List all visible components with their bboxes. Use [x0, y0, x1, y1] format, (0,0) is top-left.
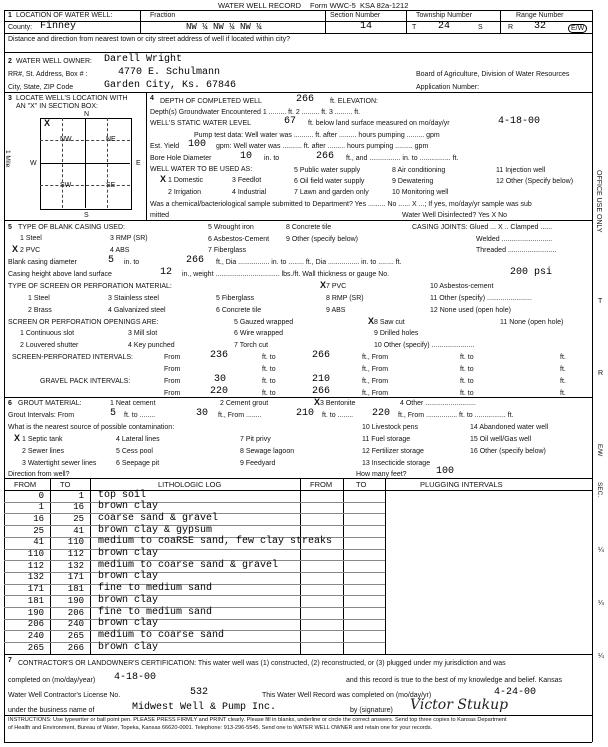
- use-public[interactable]: 5 Public water supply: [294, 167, 361, 174]
- bore-label: Bore Hole Diameter: [150, 155, 212, 162]
- gp-to-4: ft. to: [460, 390, 474, 397]
- gp-from-2: ft., From: [362, 378, 389, 385]
- range-r: R: [508, 24, 514, 31]
- log-row-to[interactable]: 16: [73, 502, 84, 513]
- open-torch[interactable]: 7 Torch cut: [234, 342, 269, 349]
- screen-stainless[interactable]: 3 Stainless steel: [108, 295, 159, 302]
- quadrant-ne: NE: [106, 136, 116, 143]
- contam-lateral[interactable]: 4 Lateral lines: [116, 436, 160, 443]
- log-row-to[interactable]: 190: [67, 595, 84, 606]
- license-label: Water Well Contractor's License No.: [8, 692, 121, 699]
- grout-from-3: ft., From ................ ft. to ................ ft.: [398, 412, 514, 419]
- section-1-number: 1: [8, 12, 12, 19]
- blank-diameter-label: Blank casing diameter: [8, 259, 77, 266]
- log-row-from[interactable]: 132: [27, 572, 44, 583]
- spi-to-1: ft. to: [262, 354, 276, 361]
- business-label: under the business name of: [8, 707, 95, 714]
- casing-steel[interactable]: 1 Steel: [20, 235, 42, 242]
- casing-pvc-x: X: [12, 244, 19, 254]
- range-value[interactable]: 32: [534, 21, 547, 32]
- casing-threaded: Threaded .........................: [476, 247, 557, 254]
- elevation-label: ft. ELEVATION:: [330, 98, 378, 105]
- contam-abandoned[interactable]: 14 Abandoned water well: [470, 424, 549, 431]
- log-row-to[interactable]: 206: [67, 607, 84, 618]
- log-row-to[interactable]: 240: [67, 619, 84, 630]
- section-3-number: 3: [8, 95, 12, 102]
- open-other[interactable]: 10 Other (specify) ......................: [374, 342, 475, 349]
- instructions-line-1: INSTRUCTIONS: Use typewriter or ball point pen. PLEASE PRESS FIRMLY and PRINT clearly. Please fill in blanks, underline or circle the correct answers. Send top three copies to Kansas Department: [8, 717, 507, 723]
- use-oilfield[interactable]: 6 Oil field water supply: [294, 178, 365, 185]
- bore-rest: ft., and ................ in. to ................ ft.: [346, 155, 459, 162]
- contam-oilwell[interactable]: 15 Oil well/Gas well: [470, 436, 532, 443]
- chem-sample: Was a chemical/bacteriological sample submitted to Department? Yes ......... No ...... X ...; If yes, mo/day/yr sample was sub: [150, 201, 532, 208]
- log-to2-header: TO: [356, 480, 367, 489]
- city-label: City, State, ZIP Code: [8, 84, 74, 91]
- quadrant-nw: NW: [60, 136, 72, 143]
- casing-wrought[interactable]: 5 Wrought iron: [208, 224, 254, 231]
- log-row-from[interactable]: 265: [27, 642, 44, 653]
- gp-to-3: ft. to: [262, 390, 276, 397]
- use-label: WELL WATER TO BE USED AS:: [150, 166, 253, 173]
- groundwater-label: Depth(s) Groundwater Encountered 1 ......... ft. 2 ......... ft. 3 ......... ft.: [150, 109, 361, 116]
- log-row-description[interactable]: brown clay: [98, 571, 159, 583]
- owner-name[interactable]: Darell Wright: [104, 54, 183, 65]
- compass-e: E: [136, 160, 141, 167]
- use-monitoring[interactable]: 10 Monitoring well: [392, 189, 449, 196]
- gravel-label: GRAVEL PACK INTERVALS:: [40, 378, 131, 385]
- contam-cess[interactable]: 5 Cess pool: [116, 448, 153, 455]
- log-row-to[interactable]: 25: [73, 513, 84, 524]
- section-5-number: 5: [8, 224, 12, 231]
- static-label: WELL'S STATIC WATER LEVEL: [150, 120, 252, 127]
- log-row-description[interactable]: brown clay: [98, 641, 159, 653]
- record-completed-label: This Water Well Record was completed on (mo/day/yr): [262, 692, 432, 699]
- log-row-to[interactable]: 265: [67, 630, 84, 641]
- static-text: ft. below land surface measured on mo/day/yr: [308, 120, 450, 127]
- gp2-to[interactable]: 266: [312, 386, 331, 397]
- screen-fiberglass[interactable]: 5 Fiberglass: [216, 295, 255, 302]
- address-label: RR#, St. Address, Box # :: [8, 71, 88, 78]
- log-to-header: TO: [60, 480, 71, 489]
- contam-livestock[interactable]: 10 Livestock pens: [362, 424, 419, 431]
- log-row-description[interactable]: fine to medium sand: [98, 583, 213, 595]
- frame-right: [592, 10, 593, 742]
- compass-s: S: [84, 212, 89, 219]
- bore-diameter[interactable]: 10: [240, 151, 253, 162]
- log-row-to[interactable]: 171: [67, 572, 84, 583]
- spi-end-2: ft.: [560, 366, 566, 373]
- office-quarter-1: ¼: [598, 547, 604, 554]
- gp-to-1: ft. to: [262, 378, 276, 385]
- frame-top: [4, 10, 592, 11]
- office-t: T: [598, 298, 603, 305]
- above-label: Casing height above land surface: [8, 271, 112, 278]
- direction-label: Direction from well?: [8, 471, 70, 478]
- casing-welded: Welded ..........................: [476, 236, 553, 243]
- form-title: WATER WELL RECORD: [218, 1, 302, 10]
- use-air[interactable]: 8 Air conditioning: [392, 167, 446, 174]
- compass-w: W: [30, 160, 37, 167]
- yield-value[interactable]: 100: [188, 139, 207, 150]
- log-row-to[interactable]: 112: [67, 549, 84, 559]
- casing-fiberglass[interactable]: 7 Fiberglass: [208, 247, 247, 254]
- signature[interactable]: Victor Stukup: [410, 697, 509, 713]
- section-7-number: 7: [8, 657, 12, 664]
- open-continuous[interactable]: 1 Continuous slot: [20, 330, 75, 337]
- casing-asbestos[interactable]: 6 Asbestos-Cement: [208, 236, 270, 243]
- screen-concrete[interactable]: 6 Concrete tile: [216, 307, 262, 314]
- form-number: Form WWC-5: [310, 1, 356, 10]
- spi-to-2: ft. to: [460, 354, 474, 361]
- contam-feedyard[interactable]: 9 Feedyard: [240, 460, 276, 467]
- screen-steel[interactable]: 1 Steel: [28, 295, 50, 302]
- above-rest: in., weight ................................. lbs./ft. Wall thickness or gauge No.: [182, 271, 390, 278]
- contam-septic[interactable]: 1 Septic tank: [22, 436, 63, 443]
- open-wire[interactable]: 6 Wire wrapped: [234, 330, 284, 337]
- signature-label: by (signature): [350, 707, 393, 714]
- chem-mitted: mitted: [150, 212, 170, 219]
- office-quarter-2: ¼: [598, 600, 604, 607]
- blank-rest: ft., Dia ................ in. to ........ ft., Dia ................ in. to ........ ft.: [216, 259, 402, 266]
- contam-other[interactable]: 16 Other (specify below): [470, 448, 546, 455]
- office-use-only: OFFICE USE ONLY: [595, 170, 602, 233]
- gp-end: ft.: [560, 378, 566, 385]
- log-lithologic-header: LITHOLOGIC LOG: [158, 480, 222, 489]
- completed-date[interactable]: 4-18-00: [114, 672, 157, 683]
- blank-diameter[interactable]: 5: [108, 255, 115, 266]
- use-other[interactable]: 12 Other (Specify below): [496, 178, 574, 185]
- section-6-number: 6: [8, 400, 12, 407]
- county-value[interactable]: Finney: [40, 21, 77, 32]
- spi-to-3: ft. to: [262, 366, 276, 373]
- use-industrial[interactable]: 4 Industrial: [232, 189, 267, 196]
- yield-label: Est. Yield: [150, 143, 180, 150]
- log-row-from[interactable]: 171: [27, 584, 44, 595]
- contam-fuel[interactable]: 11 Fuel storage: [362, 436, 411, 443]
- distance-label: Distance and direction from nearest town or city street address of well if located within city?: [8, 36, 291, 43]
- depth-value[interactable]: 266: [296, 94, 315, 105]
- log-row-from[interactable]: 1: [38, 502, 44, 513]
- log-row-description[interactable]: medium to coarse sand & gravel: [98, 559, 279, 571]
- gp-to-2: ft. to: [460, 378, 474, 385]
- township-number-label: Township Number: [416, 12, 473, 19]
- log-row-from[interactable]: 16: [33, 513, 44, 524]
- section-box[interactable]: [40, 118, 132, 210]
- spi-end: ft.: [560, 354, 566, 361]
- static-date[interactable]: 4-18-00: [498, 116, 541, 127]
- log-row-from[interactable]: 41: [33, 537, 44, 548]
- use-feedlot[interactable]: 3 Feedlot: [232, 177, 262, 184]
- office-sec: SEC.: [596, 482, 603, 498]
- record-text: and this record is true to the best of my knowledge and belief. Kansas: [346, 677, 562, 684]
- spi-from-1: From: [164, 354, 181, 361]
- use-domestic[interactable]: 1 Domestic: [168, 177, 204, 184]
- section-number-label: Section Number: [330, 12, 381, 19]
- gp-end-2: ft.: [560, 390, 566, 397]
- log-row-description[interactable]: brown clay: [98, 594, 159, 606]
- bore-in: in. to: [264, 155, 280, 162]
- city-value[interactable]: Garden City, Ks. 67846: [104, 80, 237, 91]
- owner-label: WATER WELL OWNER:: [16, 58, 92, 65]
- contam-seepage[interactable]: 6 Seepage pit: [116, 460, 160, 467]
- blank-to[interactable]: 266: [186, 255, 205, 266]
- quadrant-sw: SW: [60, 182, 72, 189]
- log-row-description[interactable]: medium to coarse sand: [98, 629, 225, 641]
- open-gauzed[interactable]: 5 Gauzed wrapped: [234, 319, 294, 326]
- board-label: Board of Agriculture, Division of Water Resources: [416, 71, 570, 78]
- gp2-from[interactable]: 220: [210, 386, 229, 397]
- log-row-to[interactable]: 110: [67, 537, 84, 548]
- howmany-value[interactable]: 100: [436, 466, 455, 477]
- grout-intervals: Grout Intervals: From: [8, 412, 75, 419]
- license-number[interactable]: 532: [190, 687, 209, 698]
- spi1-to[interactable]: 266: [312, 350, 331, 361]
- log-row-description[interactable]: fine to medium sand: [98, 606, 213, 618]
- contam-lagoon[interactable]: 8 Sewage lagoon: [240, 448, 295, 455]
- use-irrigation[interactable]: 2 Irrigation: [168, 189, 202, 196]
- log-row-to[interactable]: 266: [67, 642, 84, 653]
- casing-label: TYPE OF BLANK CASING USED:: [18, 224, 125, 231]
- grout-from-2-value[interactable]: 210: [296, 408, 315, 419]
- grout-to-2: ft. to ........: [322, 412, 354, 419]
- screen-abs[interactable]: 9 ABS: [326, 307, 346, 314]
- spi-label: SCREEN-PERFORATED INTERVALS:: [12, 354, 133, 361]
- section-value[interactable]: 14: [360, 21, 373, 32]
- section-4-number: 4: [150, 95, 154, 102]
- log-row-to[interactable]: 132: [67, 560, 84, 571]
- open-none[interactable]: 11 None (open hole): [500, 319, 564, 326]
- log-row-to[interactable]: 181: [67, 584, 84, 595]
- gp1-to[interactable]: 210: [312, 374, 331, 385]
- location-x-mark: X: [44, 118, 51, 128]
- locate-label-2: AN "X" IN SECTION BOX:: [16, 103, 98, 110]
- disinfected: Water Well Disinfected? Yes X No: [402, 212, 508, 219]
- log-row-from[interactable]: 240: [27, 630, 44, 641]
- depth-label: DEPTH OF COMPLETED WELL: [160, 98, 262, 105]
- log-row-to[interactable]: 41: [73, 525, 84, 536]
- log-row-from[interactable]: 0: [38, 490, 44, 501]
- screen-pvc[interactable]: 7 PVC: [326, 283, 347, 290]
- fraction-values[interactable]: NW ¼ NW ¼ NW ¼: [186, 22, 262, 32]
- casing-joints: CASING JOINTS: Glued ... X .. Clamped ......: [412, 224, 553, 231]
- log-row-description[interactable]: coarse sand & gravel: [98, 512, 219, 524]
- static-value[interactable]: 67: [284, 116, 297, 127]
- grout-other[interactable]: 4 Other ..........................: [400, 400, 476, 407]
- contam-watertight[interactable]: 3 Watertight sewer lines: [22, 460, 97, 467]
- frame-bottom: [4, 742, 592, 743]
- application-label: Application Number:: [416, 84, 480, 91]
- spi-to-4: ft. to: [460, 366, 474, 373]
- grout-neat[interactable]: 1 Neat cement: [110, 400, 156, 407]
- business-name[interactable]: Midwest Well & Pump Inc.: [132, 702, 277, 713]
- county-label: County:: [8, 24, 33, 31]
- open-mill[interactable]: 3 Mill slot: [128, 330, 158, 337]
- bore-to[interactable]: 266: [316, 151, 335, 162]
- log-row-description[interactable]: brown clay: [98, 548, 159, 559]
- screen-rmp[interactable]: 8 RMP (SR): [326, 295, 364, 302]
- grout-bentonite[interactable]: 3 Bentonite: [320, 400, 356, 407]
- blank-in: in. to: [124, 259, 140, 266]
- casing-other[interactable]: 9 Other (specify below): [286, 236, 358, 243]
- section-2-number: 2: [8, 58, 12, 65]
- range-number-label: Range Number: [516, 12, 564, 19]
- log-row-from[interactable]: 206: [27, 619, 44, 630]
- casing-concrete[interactable]: 8 Concrete tile: [286, 224, 332, 231]
- office-quarter-3: ¼: [598, 653, 604, 660]
- openings-label: SCREEN OR PERFORATION OPENINGS ARE:: [8, 319, 159, 326]
- locate-label: LOCATE WELL'S LOCATION WITH: [16, 95, 128, 102]
- log-row-to[interactable]: 1: [78, 490, 84, 501]
- office-r: R: [598, 370, 604, 377]
- spi-from-3: From: [164, 366, 181, 373]
- gp-from-1: From: [164, 378, 181, 385]
- log-row-description[interactable]: brown clay & gypsum: [98, 524, 213, 536]
- screen-pvc-x: X: [320, 280, 327, 290]
- log-row-from[interactable]: 110: [27, 549, 44, 559]
- log-row-description[interactable]: brown clay: [98, 501, 159, 513]
- ksa-number: KSA 82a-1212: [360, 1, 409, 10]
- screen-other[interactable]: 11 Other (specify) .......................: [430, 295, 532, 302]
- log-from-header: FROM: [14, 480, 37, 489]
- log-plugging-header: PLUGGING INTERVALS: [420, 480, 503, 489]
- open-louvered[interactable]: 2 Louvered shutter: [20, 342, 79, 349]
- open-sawcut-x: X: [368, 316, 375, 326]
- instructions-line-2: of Health and Environment, Bureau of Water, Topeka, Kansas 66620-0001. Telephone: 913-296-5545. Send one to WATER WELL OWNER and retain one for your records.: [8, 725, 433, 731]
- grout-cement[interactable]: 2 Cement grout: [220, 400, 269, 407]
- spi-from-2: ft., From: [362, 354, 389, 361]
- screen-brass[interactable]: 2 Brass: [28, 307, 52, 314]
- gp-from-4: ft., From: [362, 390, 389, 397]
- address-value[interactable]: 4770 E. Schulmann: [118, 67, 221, 78]
- yield-text: gpm: Well water was .......... ft. after ......... hours pumping ......... gpm: [216, 143, 429, 150]
- grout-label: GROUT MATERIAL:: [18, 400, 82, 407]
- contam-sewer[interactable]: 2 Sewer lines: [22, 448, 65, 455]
- casing-abs[interactable]: 4 ABS: [110, 247, 130, 254]
- grout-to-2-value[interactable]: 220: [372, 408, 391, 419]
- grout-from-2: ft., From ........: [218, 412, 262, 419]
- quadrant-se: SE: [106, 182, 116, 189]
- grout-from-1[interactable]: 5: [110, 408, 117, 419]
- spi1-from[interactable]: 236: [210, 350, 229, 361]
- screen-label: TYPE OF SCREEN OR PERFORATION MATERIAL:: [8, 283, 172, 290]
- use-lawn[interactable]: 7 Lawn and garden only: [294, 189, 369, 196]
- record-date[interactable]: 4-24-00: [494, 687, 537, 698]
- log-from2-header: FROM: [310, 480, 333, 489]
- above-value[interactable]: 12: [160, 267, 173, 278]
- gauge-value[interactable]: 200 psi: [510, 267, 553, 278]
- certification-text: CONTRACTOR'S OR LANDOWNER'S CERTIFICATION: This water well was (1) constructed, (2) reconstructed, or (3) plugged under my jurisdiction and was: [18, 660, 506, 667]
- contam-label: What is the nearest source of possible contamination:: [8, 424, 175, 431]
- open-key[interactable]: 4 Key punched: [128, 342, 175, 349]
- contam-insecticide[interactable]: 13 Insecticide storage: [362, 460, 431, 467]
- log-row-description[interactable]: brown clay: [98, 618, 159, 630]
- township-value[interactable]: 24: [438, 21, 451, 32]
- log-row-from[interactable]: 25: [33, 525, 44, 536]
- ew-circle: E/W: [568, 24, 587, 33]
- frame-left: [4, 10, 5, 742]
- grout-to-1: ft. to ........: [124, 412, 156, 419]
- open-drilled[interactable]: 9 Drilled holes: [374, 330, 419, 337]
- contam-septic-x: X: [14, 433, 21, 443]
- log-row-from[interactable]: 181: [27, 595, 44, 606]
- log-row-description[interactable]: top soil: [98, 489, 147, 501]
- township-s: S: [478, 24, 483, 31]
- pump-test: Pump test data: Well water was .......... ft. after ......... hours pumping ......... gpm: [194, 132, 440, 139]
- casing-pvc[interactable]: 2 PVC: [20, 247, 41, 254]
- log-row-from[interactable]: 190: [27, 607, 44, 618]
- mile-label: 1 Mile: [4, 150, 11, 168]
- contam-pit[interactable]: 7 Pit privy: [240, 436, 271, 443]
- township-t: T: [412, 24, 417, 31]
- open-sawcut[interactable]: 8 Saw cut: [374, 319, 405, 326]
- gp1-from[interactable]: 30: [214, 374, 227, 385]
- screen-galvanized[interactable]: 4 Galvanized steel: [108, 307, 166, 314]
- compass-n: N: [84, 111, 90, 118]
- use-dewatering[interactable]: 9 Dewatering: [392, 178, 434, 185]
- use-domestic-x: X: [160, 174, 167, 184]
- grout-to-1-value[interactable]: 30: [196, 408, 209, 419]
- completed-label: completed on (mo/day/year): [8, 677, 96, 684]
- casing-rmp[interactable]: 3 RMP (SR): [110, 235, 148, 242]
- fraction-label: Fraction: [150, 12, 176, 19]
- howmany-label: How many feet?: [356, 471, 407, 478]
- location-label: LOCATION OF WATER WELL:: [16, 12, 113, 19]
- log-row-description[interactable]: medium to coaRSE sand, few clay streaks: [98, 536, 333, 548]
- log-row-from[interactable]: 112: [27, 560, 44, 571]
- grout-bentonite-x: X: [314, 397, 321, 407]
- gp-from-3: From: [164, 390, 181, 397]
- screen-asbestos[interactable]: 10 Asbestos-cement: [430, 283, 494, 290]
- screen-none[interactable]: 12 None used (open hole): [430, 307, 511, 314]
- use-injection[interactable]: 11 Injection well: [496, 167, 546, 174]
- spi-from-4: ft., From: [362, 366, 389, 373]
- contam-fertilizer[interactable]: 12 Fertilizer storage: [362, 448, 424, 455]
- office-ew: E/W: [596, 444, 603, 457]
